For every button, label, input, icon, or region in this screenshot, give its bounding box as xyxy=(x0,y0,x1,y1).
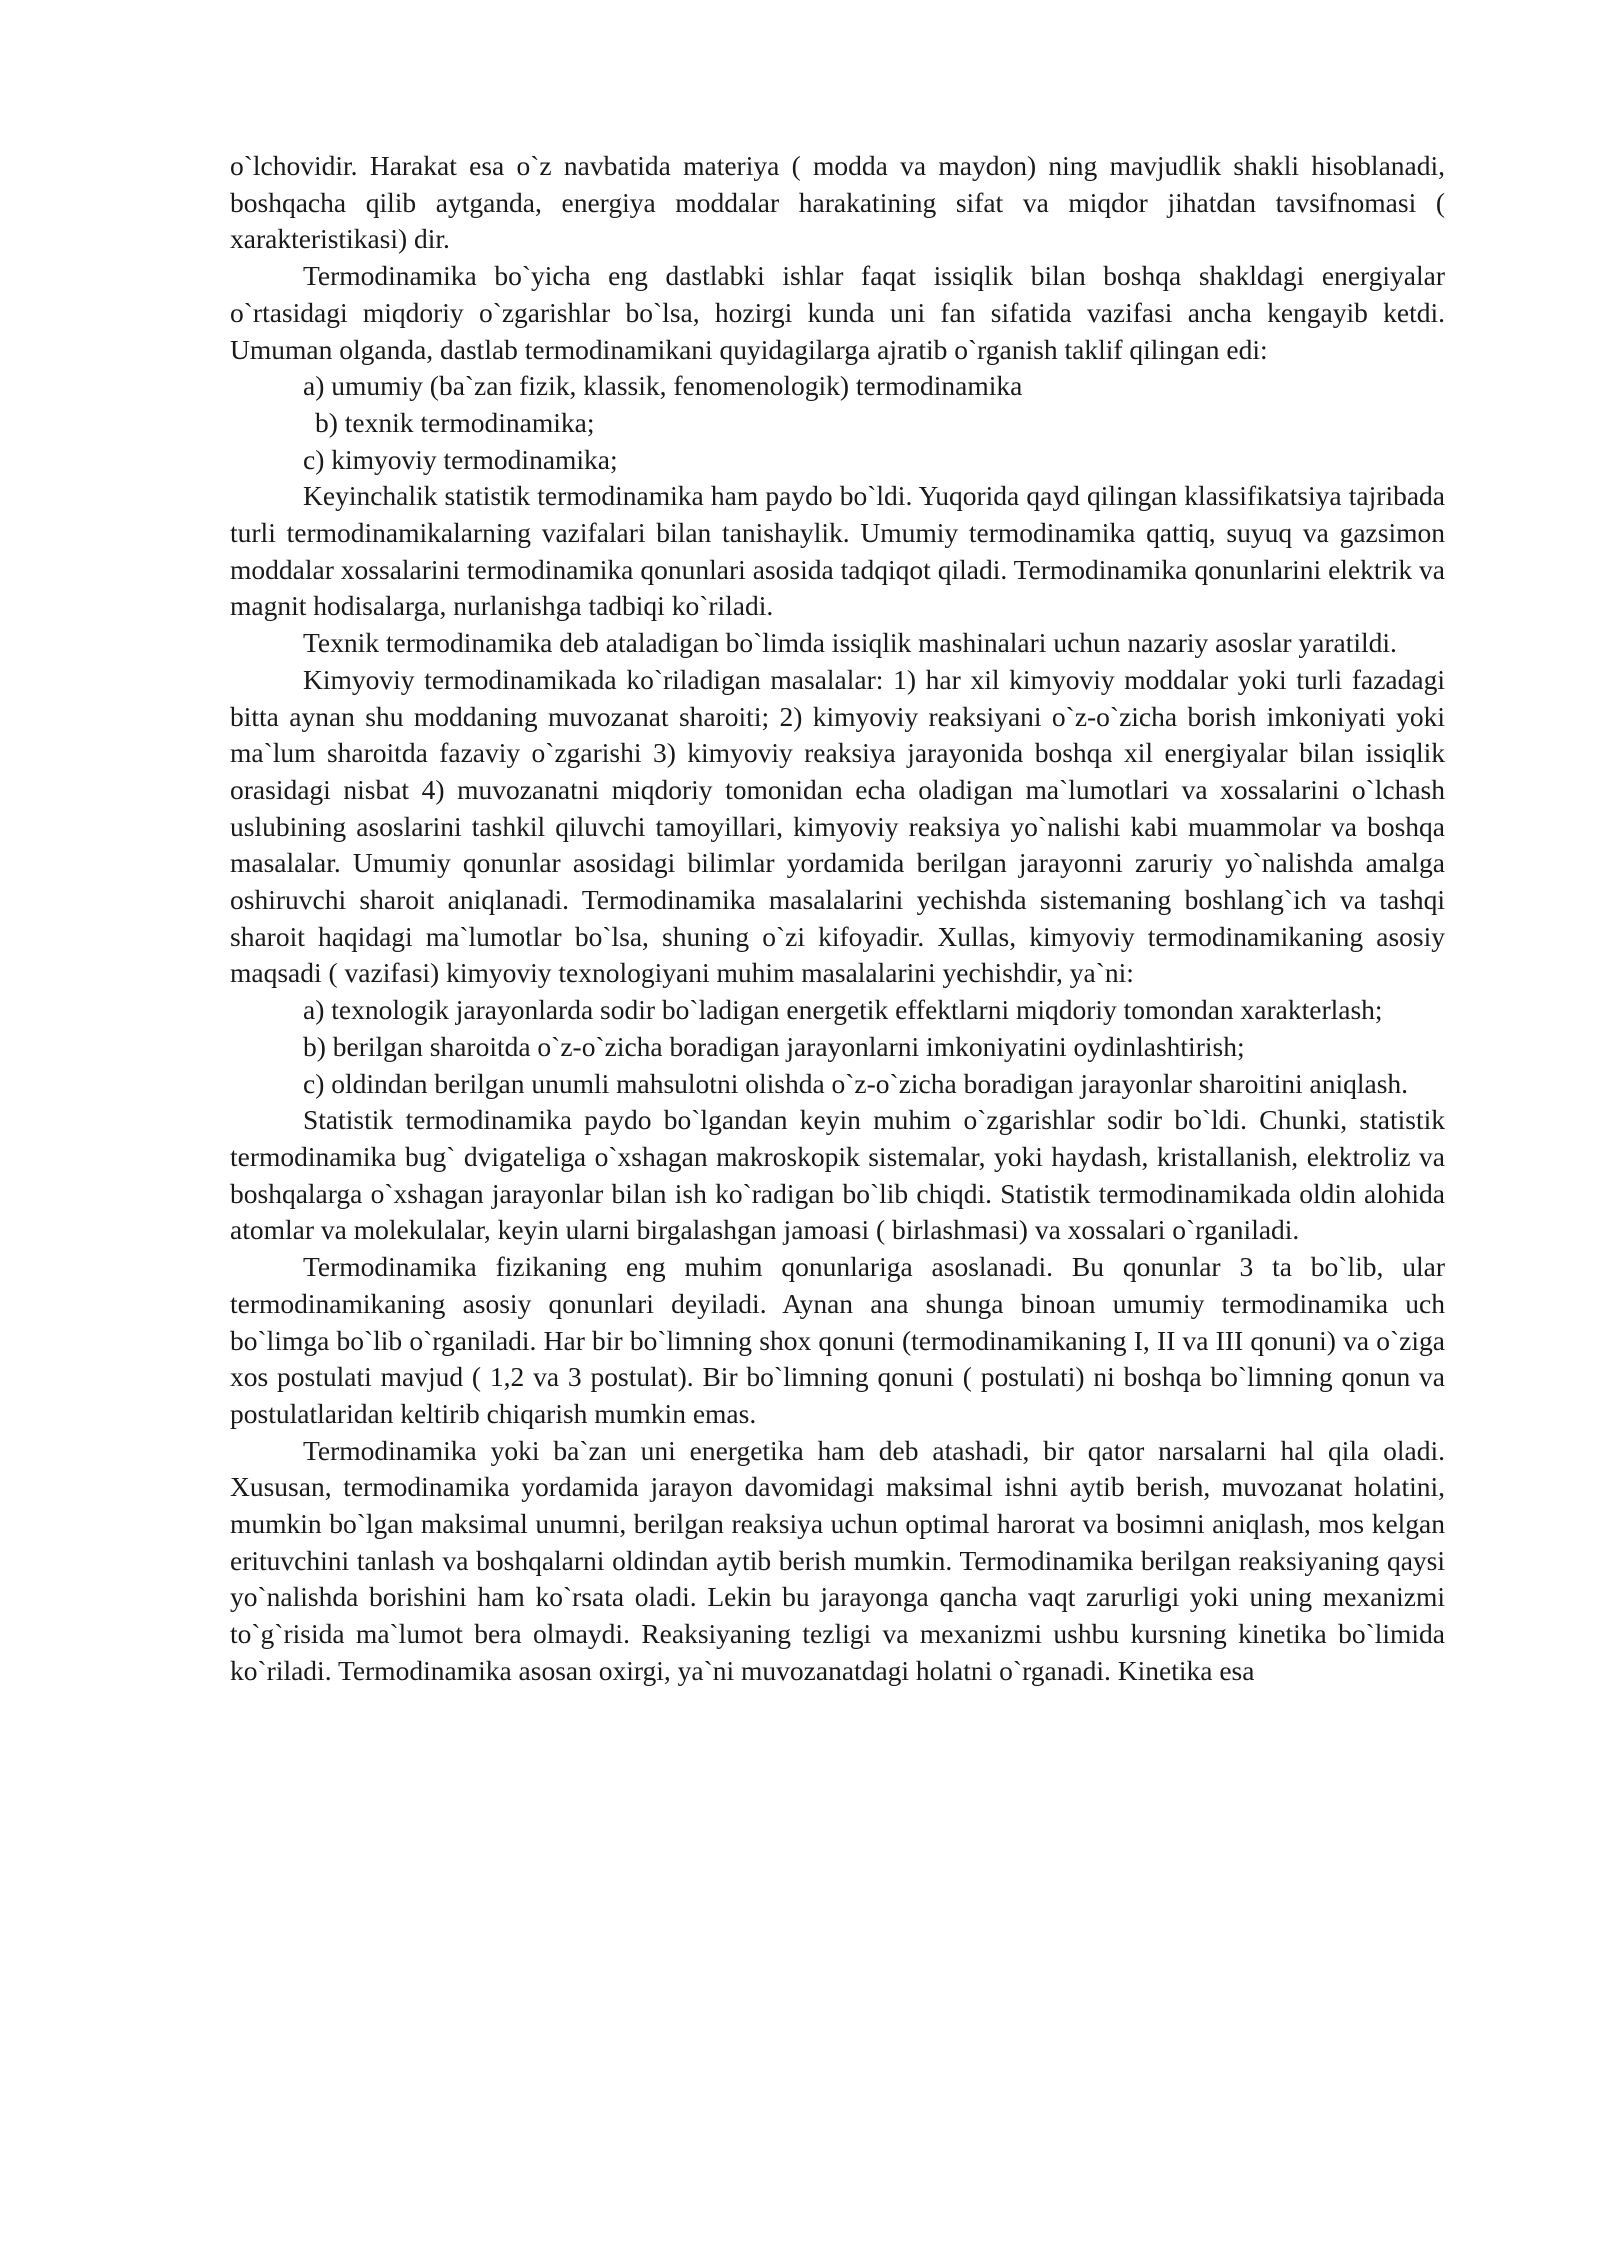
paragraph-7: Termodinamika fizikaning eng muhim qonunlariga asoslanadi. Bu qonunlar 3 ta bo`lib, ular termodinamikaning asosiy qonunlari deyiladi. Aynan ana shunga binoan umumiy termodinamika uch bo`limga bo`lib o`rganiladi. Har bir bo`limning shox qonuni (termodinamikaning I, II va III qonuni) va o`ziga xos postulati mavjud ( 1,2 va 3 postulat). Bir bo`limning qonuni ( postulati) ni boshqa bo`limning qonun va postulatlaridan keltirib chiqarish mumkin emas. xyxy=(230,1251,1445,1429)
document-page xyxy=(230,148,1445,1690)
paragraph-8: Termodinamika yoki ba`zan uni energetika ham deb atashadi, bir qator narsalarni hal qila oladi. Xususan, termodinamika yordamida jarayon davomidagi maksimal ishni aytib berish, muvozanat holatini, mumkin bo`lgan maksimal unumni, berilgan reaksiya uchun optimal harorat va bosimni aniqlash, mos kelgan erituvchini tanlash va boshqalarni oldindan aytib berish mumkin. Termodinamika berilgan reaksiyaning qaysi yo`nalishda borishini ham ko`rsata oladi. Lekin bu jarayonga qancha vaqt zarurligi yoki uning mexanizmi to`g`risida ma`lumot bera olmaydi. Reaksiyaning tezligi va mexanizmi ushbu kursning kinetika bo`limida ko`riladi. Termodinamika asosan oxirgi, ya`ni muvozanatdagi holatni o`rganadi. Kinetika esa xyxy=(230,1434,1445,1686)
list-item-c2: c) oldindan berilgan unumli mahsulotni olishda o`z-o`zicha boradigan jarayonlar sharoitini aniqlash. xyxy=(303,1067,1409,1099)
paragraph-2: Termodinamika bo`yicha eng dastlabki ishlar faqat issiqlik bilan boshqa shakldagi energiyalar o`rtasidagi miqdoriy o`zgarishlar bo`lsa, hozirgi kunda uni fan sifatida vazifasi ancha kengayib ketdi. Umuman olganda, dastlab termodinamikani quyidagilarga ajratib o`rganish taklif qilingan edi: xyxy=(230,260,1445,365)
list-item-b2: b) berilgan sharoitda o`z-o`zicha boradigan jarayonlarni imkoniyatini oydinlashtirish; xyxy=(303,1030,1245,1062)
paragraph-4: Texnik termodinamika deb ataladigan bo`limda issiqlik mashinalari uchun nazariy asoslar yaratildi. xyxy=(303,627,1397,659)
list-item-b: b) texnik termodinamika; xyxy=(315,406,595,438)
paragraph-3: Keyinchalik statistik termodinamika ham paydo bo`ldi. Yuqorida qayd qilingan klassifikatsiya tajribada turli termodinamikalarning vazifalari bilan tanishaylik. Umumiy termodinamika qattiq, suyuq va gazsimon moddalar xossalarini termodinamika qonunlari asosida tadqiqot qiladi. Termodinamika qonunlarini elektrik va magnit hodisalarga, nurlanishga tadbiqi ko`riladi. xyxy=(230,480,1445,622)
list-item-a2: a) texnologik jarayonlarda sodir bo`ladigan energetik effektlarni miqdoriy tomondan xarakterlash; xyxy=(303,994,1383,1026)
paragraph-1: o`lchovidir. Harakat esa o`z navbatida materiya ( modda va maydon) ning mavjudlik shakli hisoblanadi, boshqacha qilib aytganda, energiya moddalar harakatining sifat va miqdor jihatdan tavsifnomasi ( xarakteristikasi) dir. xyxy=(230,150,1445,255)
list-item-a: a) umumiy (ba`zan fizik, klassik, fenomenologik) termodinamika xyxy=(303,370,1023,402)
paragraph-5: Kimyoviy termodinamikada ko`riladigan masalalar: 1) har xil kimyoviy moddalar yoki turli fazadagi bitta aynan shu moddaning muvozanat sharoiti; 2) kimyoviy reaksiyani o`z-o`zicha borish imkoniyati yoki ma`lum sharoitda fazaviy o`zgarishi 3) kimyoviy reaksiya jarayonida boshqa xil energiyalar bilan issiqlik orasidagi nisbat 4) muvozanatni miqdoriy tomonidan echa oladigan ma`lumotlari va xossalarini o`lchash uslubining asoslarini tashkil qiluvchi tamoyillari, kimyoviy reaksiya yo`nalishi kabi muammolar va boshqa masalalar. Umumiy qonunlar asosidagi bilimlar yordamida berilgan jarayonni zaruriy yo`nalishda amalga oshiruvchi sharoit aniqlanadi. Termodinamika masalalarini yechishda sistemaning boshlang`ich va tashqi sharoit haqidagi ma`lumotlar bo`lsa, shuning o`zi kifoyadir. Xullas, kimyoviy termodinamikaning asosiy maqsadi ( vazifasi) kimyoviy texnologiyani muhim masalalarini yechishdir, ya`ni: xyxy=(230,663,1445,989)
list-item-c: c) kimyoviy termodinamika; xyxy=(303,443,618,475)
paragraph-6: Statistik termodinamika paydo bo`lgandan keyin muhim o`zgarishlar sodir bo`ldi. Chunki, statistik termodinamika bug` dvigateliga o`xshagan makroskopik sistemalar, yoki haydash, kristallanish, elektroliz va boshqalarga o`xshagan jarayonlar bilan ish ko`radigan bo`lib chiqdi. Statistik termodinamikada oldin alohida atomlar va molekulalar, keyin ularni birgalashgan jamoasi ( birlashmasi) va xossalari o`rganiladi. xyxy=(230,1104,1445,1246)
